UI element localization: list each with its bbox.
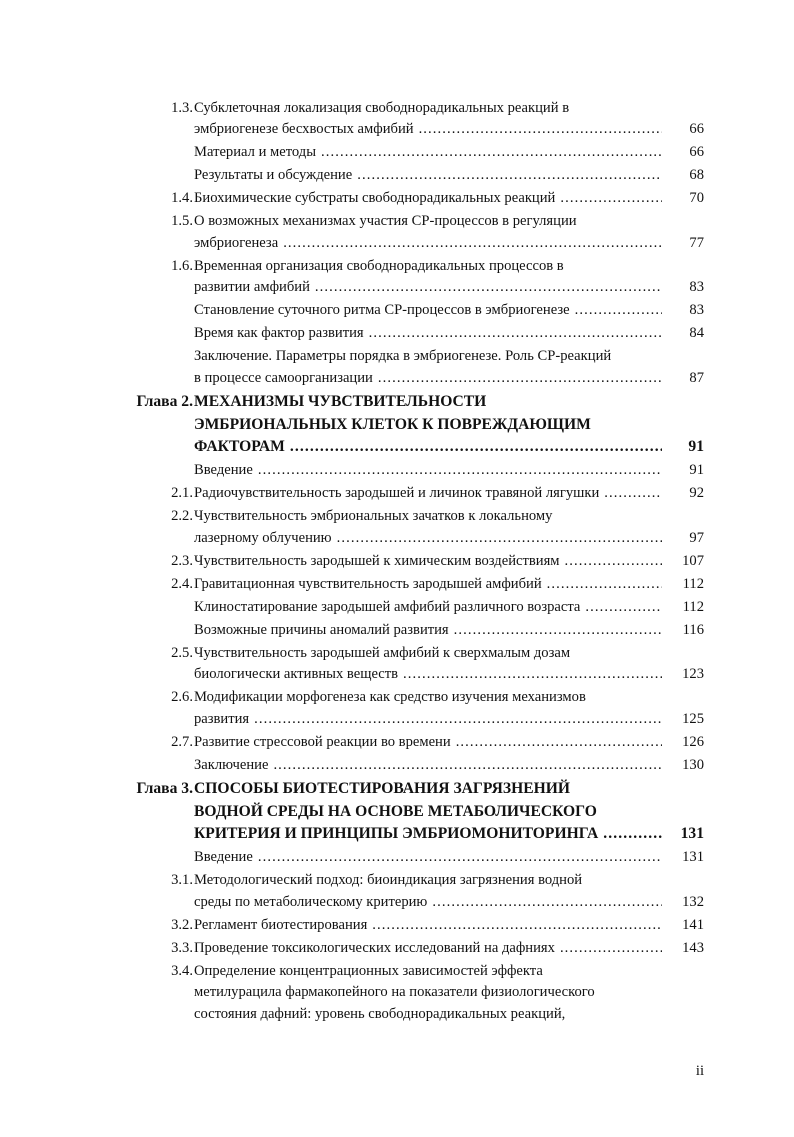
- toc-title-line: развитии амфибий: [194, 279, 310, 295]
- table-of-contents: [0, 96, 794, 1025]
- dot-leader: [337, 528, 662, 550]
- dot-leader: [283, 233, 662, 255]
- toc-subentry: [0, 460, 794, 482]
- toc-title-line: СПОСОБЫ БИОТЕСТИРОВАНИЯ ЗАГРЯЗНЕНИЙ: [194, 780, 571, 797]
- toc-page-number: 66: [689, 144, 704, 160]
- toc-title: [194, 188, 664, 210]
- toc-page-number: 123: [682, 666, 704, 682]
- toc-title: [194, 755, 664, 777]
- dot-leader: [315, 277, 662, 299]
- toc-title: [194, 620, 664, 642]
- toc-section: [0, 870, 794, 913]
- dot-leader: [372, 915, 662, 937]
- toc-title: [194, 597, 664, 619]
- toc-page-number: 131: [682, 849, 704, 865]
- toc-section: [0, 687, 794, 730]
- dot-leader: [357, 165, 662, 187]
- toc-subentry: [0, 165, 794, 187]
- toc-section: [0, 483, 794, 505]
- toc-title: [194, 165, 664, 187]
- toc-number: 2.5.: [171, 644, 193, 661]
- dot-leader: [258, 847, 662, 869]
- toc-number: Глава 2.: [136, 393, 193, 410]
- toc-title: [194, 256, 664, 299]
- toc-number: 3.4.: [171, 962, 193, 979]
- dot-leader: [560, 938, 662, 960]
- toc-page-number: 112: [682, 575, 704, 592]
- toc-title: [194, 574, 664, 596]
- toc-title: [194, 687, 664, 730]
- toc-page-number: 70: [689, 190, 704, 206]
- toc-section: [0, 915, 794, 937]
- toc-title-line: Чувствительность зародышей к химическим воздействиям: [194, 552, 560, 569]
- toc-page-number: 116: [682, 621, 704, 638]
- toc-chapter: [0, 778, 794, 846]
- toc-section: [0, 256, 794, 299]
- toc-title: [194, 551, 664, 573]
- dot-leader: [454, 620, 662, 642]
- toc-title: [194, 506, 664, 549]
- toc-page-number: 141: [682, 916, 704, 933]
- toc-title: [194, 98, 664, 141]
- toc-title-line: Биохимические субстраты свободнорадикальных реакций: [194, 190, 556, 206]
- toc-subentry: [0, 323, 794, 345]
- toc-number: 2.6.: [171, 689, 193, 705]
- toc-number: 1.6.: [171, 257, 193, 274]
- toc-number: 2.3.: [171, 552, 193, 569]
- toc-number: 3.2.: [171, 916, 193, 933]
- dot-leader: [321, 142, 662, 164]
- toc-page-number: 97: [689, 529, 704, 546]
- toc-title-line: Радиочувствительность зародышей и личинок травяной лягушки: [194, 485, 600, 501]
- toc-title-line: Методологический подход: биоиндикация загрязнения водной: [194, 872, 583, 888]
- toc-subentry: [0, 620, 794, 642]
- toc-title: [194, 847, 664, 869]
- dot-leader: [290, 436, 662, 459]
- toc-subentry: [0, 346, 794, 389]
- dot-leader: [403, 664, 662, 686]
- toc-title-line: Введение: [194, 849, 253, 865]
- toc-page-number: 91: [689, 462, 704, 478]
- toc-number: Глава 3.: [136, 780, 193, 797]
- toc-section: [0, 211, 794, 254]
- dot-leader: [547, 574, 662, 596]
- toc-title-line: Временная организация свободнорадикальных процессов в: [194, 257, 564, 274]
- toc-number: 2.7.: [171, 733, 193, 750]
- toc-title-line: Введение: [194, 462, 253, 478]
- toc-title-line: в процессе самоорганизации: [194, 369, 373, 386]
- toc-title: [194, 391, 664, 459]
- toc-title-line: Время как фактор развития: [194, 325, 364, 341]
- toc-title-line: Субклеточная локализация свободнорадикальных реакций в: [194, 99, 570, 116]
- toc-title-line: состояния дафний: уровень свободнорадикальных реакций,: [194, 1005, 566, 1022]
- toc-subentry: [0, 142, 794, 164]
- toc-title-line: биологически активных веществ: [194, 666, 399, 682]
- dot-leader: [432, 892, 662, 914]
- toc-page-number: 92: [689, 485, 704, 501]
- toc-title-line: среды по метаболическому критерию: [194, 893, 428, 910]
- toc-section: [0, 506, 794, 549]
- toc-number: 1.4.: [171, 190, 193, 206]
- toc-page-number: 107: [682, 552, 704, 569]
- toc-title: [194, 870, 664, 913]
- dot-leader: [369, 323, 662, 345]
- toc-title-line: Проведение токсикологических исследований на дафниях: [194, 939, 555, 956]
- toc-title-line: Заключение: [194, 756, 269, 773]
- dot-leader: [585, 597, 662, 619]
- toc-page-number: 91: [688, 438, 704, 455]
- toc-title-line: лазерному облучению: [194, 529, 332, 546]
- toc-title-line: Клиностатирование зародышей амфибий различного возраста: [194, 598, 581, 615]
- toc-title: [194, 643, 664, 686]
- toc-title-line: Материал и методы: [194, 144, 317, 160]
- toc-subentry: [0, 755, 794, 777]
- toc-page-number: 83: [689, 302, 704, 318]
- toc-title-line: Возможные причины аномалий развития: [194, 621, 449, 638]
- toc-number: 2.2.: [171, 508, 193, 524]
- toc-subentry: [0, 597, 794, 619]
- toc-number: 1.5.: [171, 213, 193, 229]
- toc-title: [194, 211, 664, 254]
- toc-title-line: эмбриогенеза: [194, 234, 279, 251]
- toc-title-line: Гравитационная чувствительность зародышей амфибий: [194, 575, 542, 592]
- toc-title-line: МЕХАНИЗМЫ ЧУВСТВИТЕЛЬНОСТИ: [194, 393, 487, 410]
- toc-number: 1.3.: [171, 99, 193, 116]
- toc-title: [194, 323, 664, 345]
- toc-title-line: эмбриогенезе бесхвостых амфибий: [194, 121, 414, 137]
- dot-leader: [254, 709, 662, 731]
- dot-leader: [378, 368, 662, 390]
- toc-title-line: Развитие стрессовой реакции во времени: [194, 733, 451, 750]
- toc-page-number: 68: [689, 167, 704, 183]
- toc-title-line: Чувствительность эмбриональных зачатков к локальному: [194, 508, 553, 524]
- toc-title: [194, 778, 664, 846]
- toc-title: [194, 938, 664, 960]
- toc-title: [194, 732, 664, 754]
- toc-page-number: 66: [689, 121, 704, 137]
- toc-section: [0, 188, 794, 210]
- toc-title: [194, 961, 664, 1026]
- toc-page-number: 143: [682, 939, 704, 956]
- toc-page-number: 84: [689, 325, 704, 341]
- toc-title-line: Определение концентрационных зависимостей эффекта: [194, 962, 543, 979]
- toc-number: 2.4.: [171, 575, 193, 592]
- dot-leader: [419, 119, 662, 141]
- toc-title-line: развития: [194, 710, 250, 727]
- toc-title: [194, 483, 664, 505]
- toc-page-number: 83: [689, 279, 704, 295]
- toc-section: [0, 961, 794, 1026]
- toc-page-number: 125: [682, 710, 704, 727]
- toc-section: [0, 938, 794, 960]
- dot-leader: [565, 551, 662, 573]
- toc-title: [194, 346, 664, 389]
- toc-page-number: 87: [689, 369, 704, 386]
- dot-leader: [575, 300, 662, 322]
- toc-page-number: 126: [682, 733, 704, 750]
- toc-title-line: О возможных механизмах участия СР-процессов в регуляции: [194, 213, 577, 229]
- toc-section: [0, 551, 794, 573]
- toc-page-number: 130: [682, 756, 704, 773]
- toc-title: [194, 915, 664, 937]
- toc-page-number: 77: [689, 234, 704, 251]
- toc-title-line: Результаты и обсуждение: [194, 167, 353, 183]
- dot-leader: [560, 188, 662, 210]
- toc-title-line: Чувствительность зародышей амфибий к сверхмалым дозам: [194, 644, 571, 661]
- toc-title-line: метилурацила фармакопейного на показатели физиологического: [194, 984, 595, 1000]
- dot-leader: [456, 732, 662, 754]
- toc-section: [0, 574, 794, 596]
- toc-number: 2.1.: [171, 485, 193, 501]
- toc-subentry: [0, 300, 794, 322]
- toc-page-number: 112: [682, 598, 704, 615]
- toc-section: [0, 98, 794, 141]
- page-number: ii: [695, 1063, 704, 1079]
- dot-leader: [273, 755, 662, 777]
- toc-title-line: Регламент биотестирования: [194, 916, 368, 933]
- toc-section: [0, 732, 794, 754]
- toc-title: [194, 460, 664, 482]
- toc-title-line: Модификации морфогенеза как средство изучения механизмов: [194, 689, 586, 705]
- toc-number: 3.1.: [171, 872, 193, 888]
- toc-title-line: ФАКТОРАМ: [194, 438, 285, 455]
- toc-title-line: Заключение. Параметры порядка в эмбриогенезе. Роль СР-реакций: [194, 348, 612, 364]
- dot-leader: [258, 460, 662, 482]
- toc-page-number: 131: [680, 825, 704, 842]
- toc-subentry: [0, 847, 794, 869]
- toc-number: 3.3.: [171, 939, 193, 956]
- toc-page-number: 132: [682, 893, 704, 910]
- toc-title-line: ЭМБРИОНАЛЬНЫХ КЛЕТОК К ПОВРЕЖДАЮЩИМ: [194, 415, 591, 433]
- toc-title-line: ВОДНОЙ СРЕДЫ НА ОСНОВЕ МЕТАБОЛИЧЕСКОГО: [194, 802, 597, 820]
- toc-section: [0, 643, 794, 686]
- toc-title: [194, 142, 664, 164]
- toc-title: [194, 300, 664, 322]
- toc-chapter: [0, 391, 794, 459]
- toc-title-line: Становление суточного ритма СР-процессов в эмбриогенезе: [194, 302, 570, 318]
- toc-title-line: КРИТЕРИЯ И ПРИНЦИПЫ ЭМБРИОМОНИТОРИНГА: [194, 825, 599, 842]
